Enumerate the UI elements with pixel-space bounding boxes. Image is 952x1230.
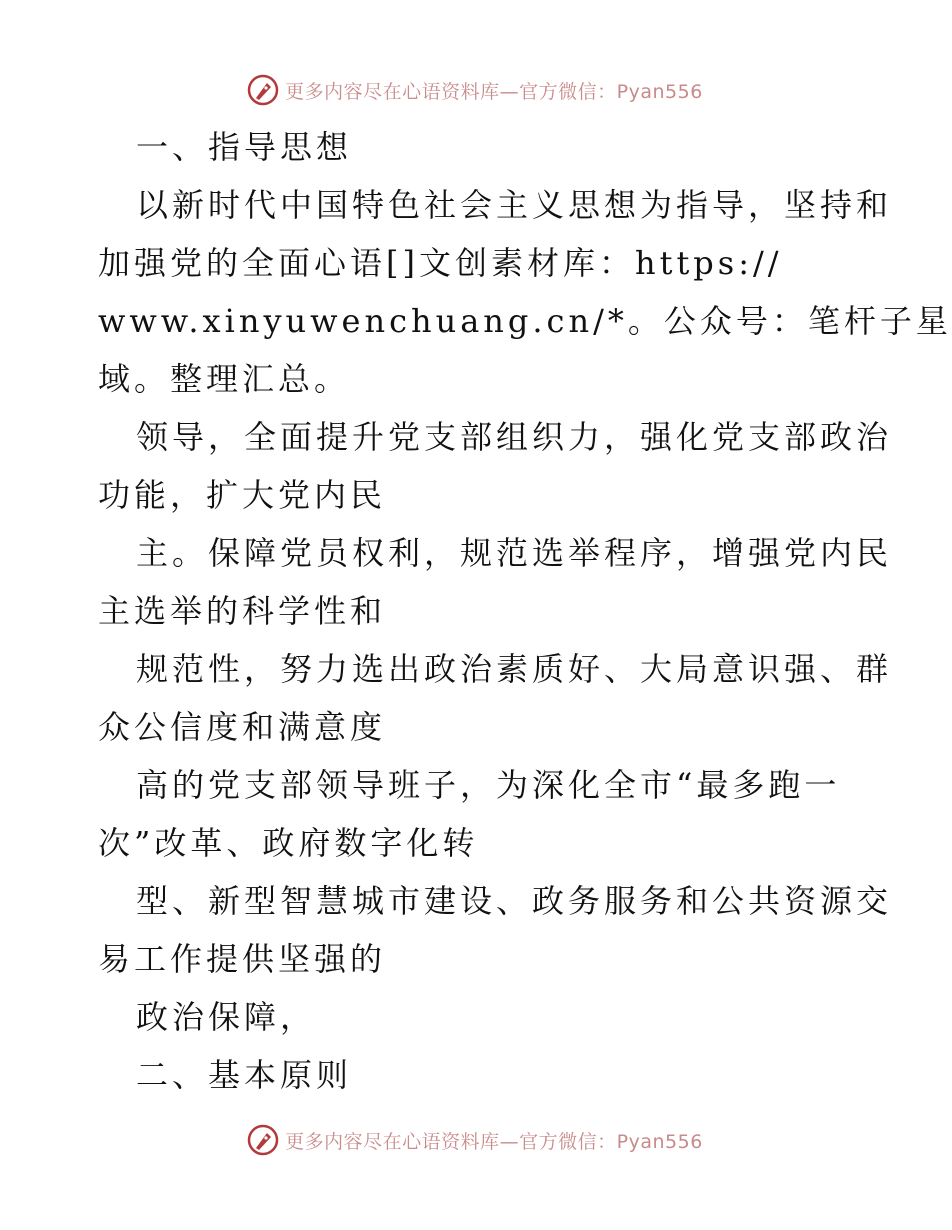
header-banner-text: 更多内容尽在心语资料库—官方微信：Pyan556: [285, 80, 703, 103]
text-line: 二、基本原则: [136, 1056, 353, 1094]
text-line: 域。整理汇总。: [98, 360, 351, 398]
footer-banner-text: 更多内容尽在心语资料库—官方微信：Pyan556: [285, 1130, 703, 1153]
text-line: 加强党的全面心语[]文创素材库：https://: [98, 244, 783, 282]
text-line: 主选举的科学性和: [98, 592, 387, 630]
text-line: 政治保障，: [136, 998, 317, 1036]
pen-nib-logo-icon: [247, 74, 279, 106]
text-line: 规范性，努力选出政治素质好、大局意识强、群: [136, 650, 893, 688]
text-line: 次”改革、政府数字化转: [98, 824, 479, 862]
text-line: 功能，扩大党内民: [98, 476, 387, 514]
text-line: 众公信度和满意度: [98, 708, 387, 746]
footer-banner: [0, 1120, 950, 1160]
text-line: 以新时代中国特色社会主义思想为指导，坚持和: [136, 186, 893, 224]
header-banner: [0, 70, 950, 110]
text-line: 一、指导思想: [136, 128, 353, 166]
text-line: 高的党支部领导班子，为深化全市“最多跑一: [136, 766, 841, 804]
document-body: [98, 118, 952, 1104]
text-line: 易工作提供坚强的: [98, 940, 387, 978]
text-line: 型、新型智慧城市建设、政务服务和公共资源交: [136, 882, 893, 920]
text-line: 领导，全面提升党支部组织力，强化党支部政治: [136, 418, 893, 456]
pen-nib-logo-icon: [247, 1124, 279, 1156]
text-line: 主。保障党员权利，规范选举程序，增强党内民: [136, 534, 893, 572]
text-line: www.xinyuwenchuang.cn/*。公众号：笔杆子星: [98, 302, 952, 340]
